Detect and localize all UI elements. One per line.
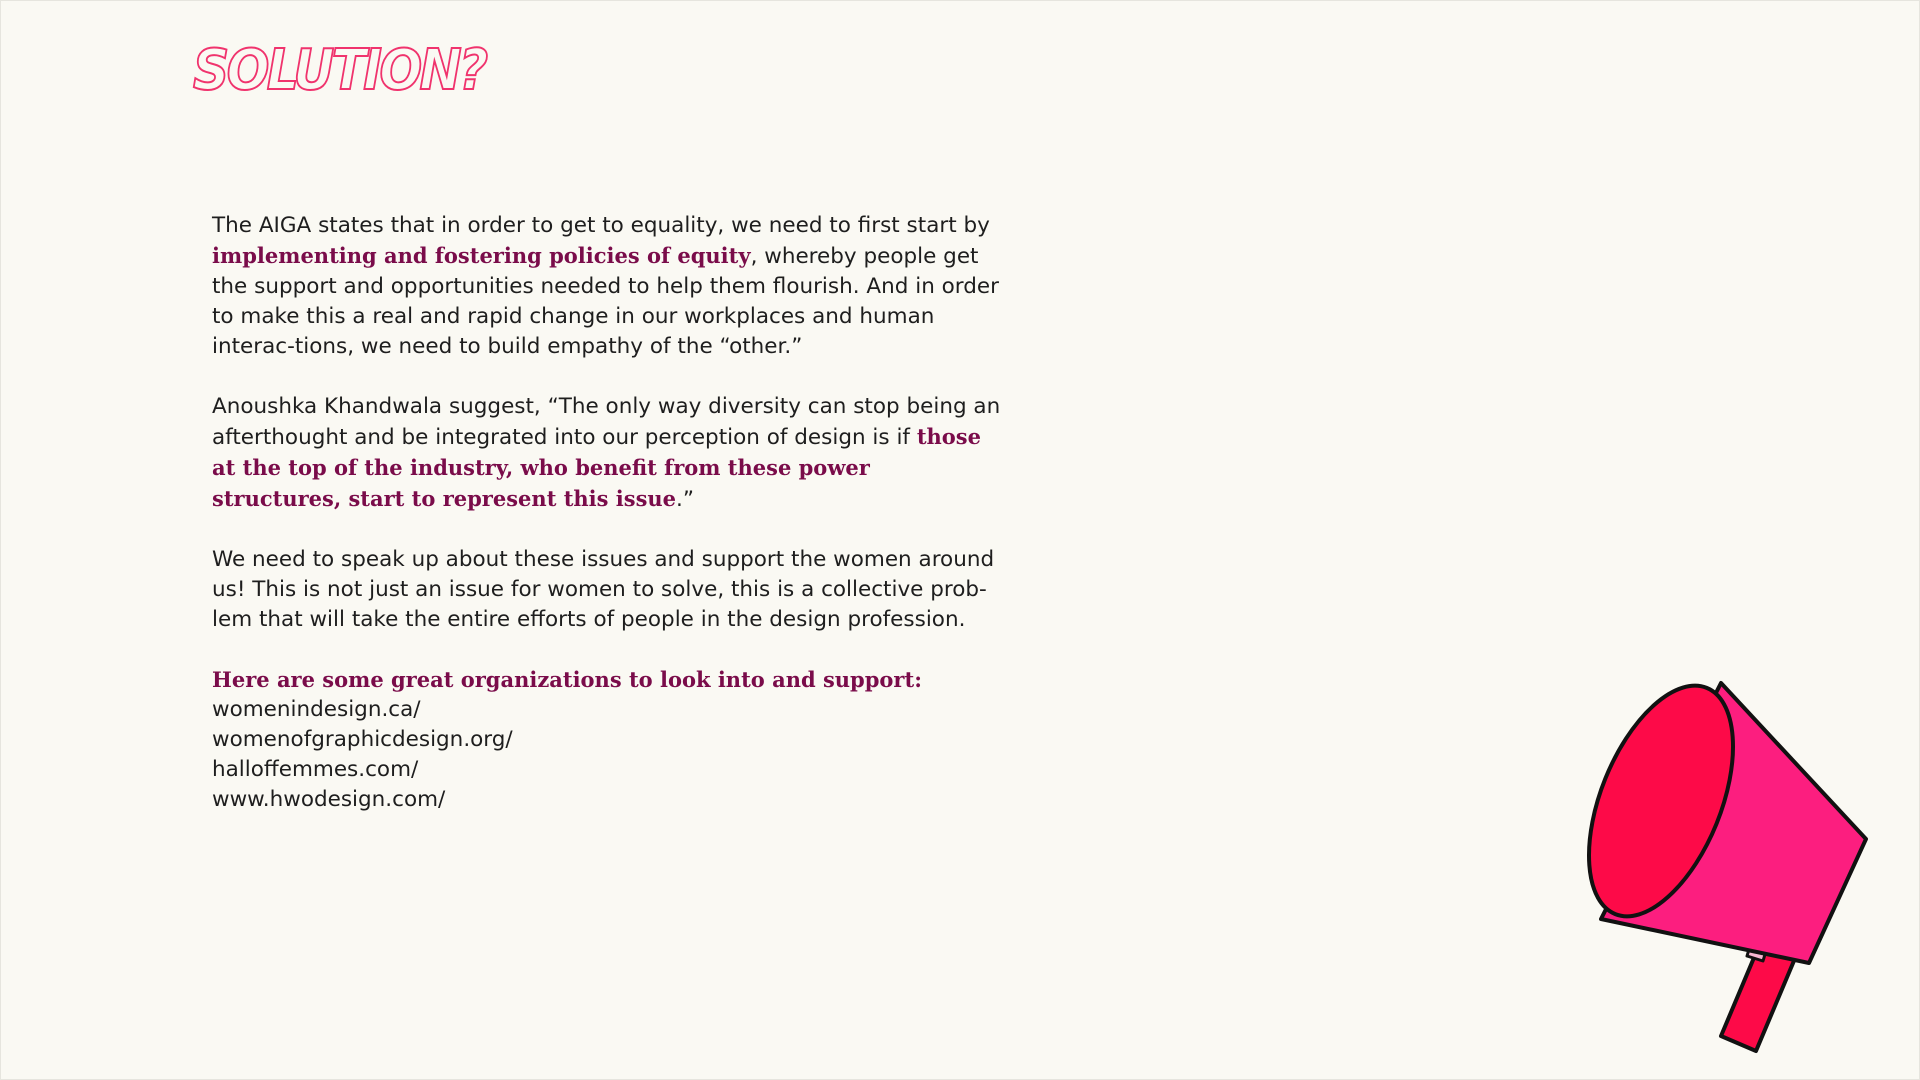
paragraph-quote-text-start: Anoushka Khandwala suggest, “The only way diversity can stop being an afterthought and be integrated into our perception of design is if (212, 394, 1001, 450)
org-link-halloffemmes[interactable]: halloffemmes.com/ (212, 757, 419, 782)
megaphone-icon (1551, 671, 1881, 1071)
org-link-hwodesign[interactable]: www.hwodesign.com/ (212, 787, 446, 812)
paragraph-equity-highlight: implementing and fostering policies of equity (212, 243, 751, 268)
organizations-list (212, 665, 1002, 815)
paragraph-equity-text-start: The AIGA states that in order to get to equality, we need to first start by (212, 213, 990, 238)
organizations-heading: Here are some great organizations to look into and support: (212, 667, 922, 692)
page-title: SOLUTION? (193, 38, 486, 103)
paragraph-quote-text-end: .” (676, 487, 695, 512)
paragraph-quote-highlight: those at the top of the industry, who benefit from these power structures, start to represent this issue (212, 424, 981, 511)
paragraph-equity-text-end: , whereby people get the support and opportunities needed to help them flourish. And in order to make this a real and rapid change in our workplaces and human interac-tions, we need to build empathy of the “other.” (212, 244, 999, 359)
org-link-womenindesign[interactable]: womenindesign.ca/ (212, 697, 421, 722)
org-link-womenofgraphicdesign[interactable]: womenofgraphicdesign.org/ (212, 727, 513, 752)
paragraph-quote (212, 392, 1002, 515)
paragraph-speak-up: We need to speak up about these issues and support the women around us! This is not just an issue for women to solve, this is a collective prob-lem that will take the entire efforts of people in the design profession. (212, 547, 995, 632)
paragraph-equity (212, 211, 1002, 362)
body-text (212, 211, 1002, 815)
